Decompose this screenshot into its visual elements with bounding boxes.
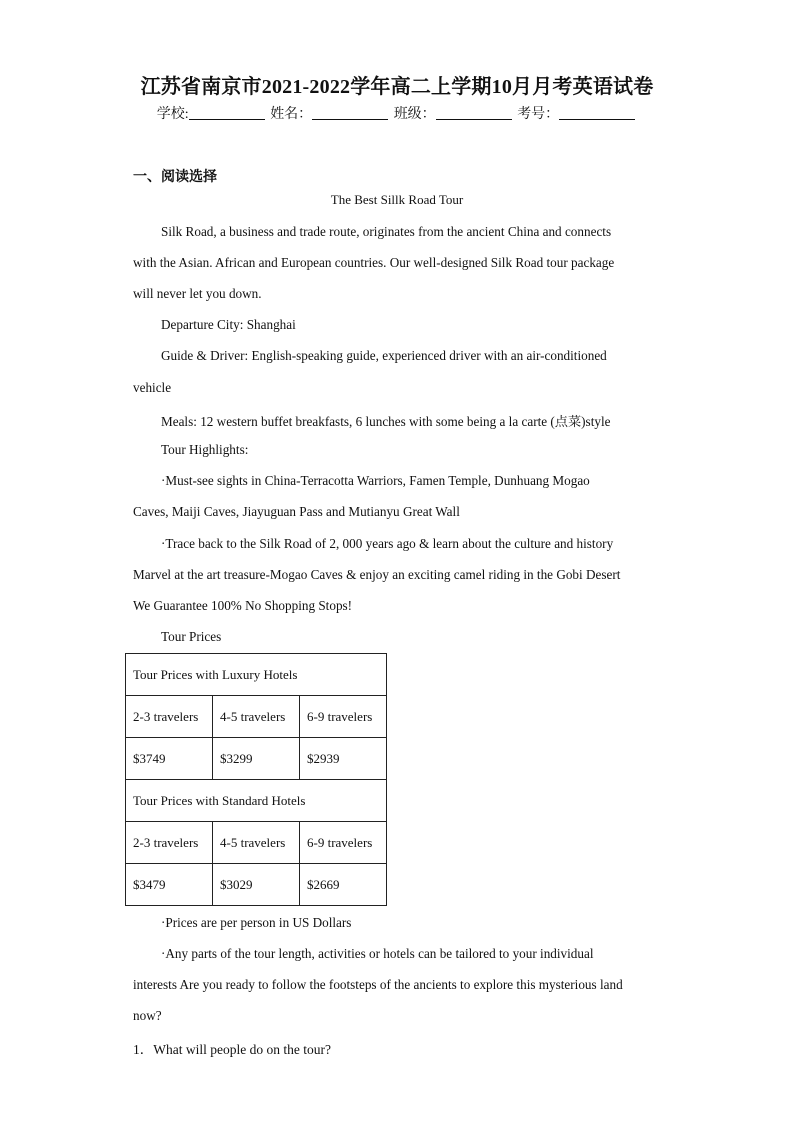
section-heading: 一、阅读选择 bbox=[133, 170, 217, 185]
table-cell: $3479 bbox=[126, 864, 213, 906]
question-1: 1．What will people do on the tour? bbox=[133, 1042, 331, 1057]
name-label: 姓名： bbox=[270, 107, 313, 122]
passage-line: interests Are you ready to follow the footsteps of the ancients to explore this mysterious land bbox=[133, 977, 623, 992]
table-cell: $2669 bbox=[300, 864, 387, 906]
table-row bbox=[126, 864, 387, 906]
table-cell: 2-3 travelers bbox=[126, 696, 213, 738]
passage-line: will never let you down. bbox=[133, 286, 262, 301]
table-cell: $3029 bbox=[213, 864, 300, 906]
passage-line: Tour Highlights: bbox=[161, 442, 249, 457]
class-blank[interactable] bbox=[436, 105, 512, 120]
passage-line: ·Must-see sights in China-Terracotta Warriors, Famen Temple, Dunhuang Mogao bbox=[161, 473, 590, 488]
passage-line: Tour Prices bbox=[161, 629, 222, 644]
standard-hotels-heading: Tour Prices with Standard Hotels bbox=[126, 780, 387, 822]
exam-number-blank[interactable] bbox=[559, 105, 635, 120]
class-label: 班级： bbox=[393, 107, 436, 122]
passage-line: We Guarantee 100% No Shopping Stops! bbox=[133, 598, 353, 613]
passage-line: Guide & Driver: English-speaking guide, experienced driver with an air-conditioned bbox=[161, 348, 607, 363]
table-row bbox=[126, 738, 387, 780]
table-row bbox=[126, 822, 387, 864]
passage-line: ·Any parts of the tour length, activities or hotels can be tailored to your individual bbox=[161, 946, 594, 961]
table-cell: $3299 bbox=[213, 738, 300, 780]
name-blank[interactable] bbox=[312, 105, 388, 120]
table-cell: 2-3 travelers bbox=[126, 822, 213, 864]
passage-line: vehicle bbox=[133, 380, 172, 395]
table-row bbox=[126, 780, 387, 822]
student-info-line bbox=[0, 103, 794, 123]
table-cell: 4-5 travelers bbox=[213, 696, 300, 738]
passage-line: Caves, Maiji Caves, Jiayuguan Pass and Mutianyu Great Wall bbox=[133, 504, 460, 519]
exam-number-label: 考号： bbox=[517, 107, 560, 122]
table-cell: 6-9 travelers bbox=[300, 822, 387, 864]
passage-line: Marvel at the art treasure-Mogao Caves & enjoy an exciting camel riding in the Gobi Desert bbox=[133, 567, 621, 582]
table-cell: $3749 bbox=[126, 738, 213, 780]
passage-line: Silk Road, a business and trade route, originates from the ancient China and connects bbox=[161, 224, 612, 239]
table-cell: 6-9 travelers bbox=[300, 696, 387, 738]
school-blank[interactable] bbox=[189, 105, 265, 120]
table-row bbox=[126, 696, 387, 738]
passage-line: Departure City: Shanghai bbox=[161, 317, 296, 332]
passage-line: now? bbox=[133, 1008, 162, 1023]
table-row bbox=[126, 654, 387, 696]
passage-line: Meals: 12 western buffet breakfasts, 6 lunches with some being a la carte (点菜)style bbox=[161, 414, 611, 429]
luxury-hotels-heading: Tour Prices with Luxury Hotels bbox=[126, 654, 387, 696]
passage-line: ·Trace back to the Silk Road of 2, 000 years ago & learn about the culture and history bbox=[161, 536, 614, 551]
school-label: 学校: bbox=[156, 107, 189, 122]
tour-prices-table bbox=[125, 653, 387, 906]
table-cell: 4-5 travelers bbox=[213, 822, 300, 864]
table-cell: $2939 bbox=[300, 738, 387, 780]
passage-line: ·Prices are per person in US Dollars bbox=[161, 915, 352, 930]
exam-title: 江苏省南京市2021-2022学年高二上学期10月月考英语试卷 bbox=[140, 76, 654, 98]
passage-line: with the Asian. African and European countries. Our well-designed Silk Road tour package bbox=[133, 255, 615, 270]
passage-title: The Best Sillk Road Tour bbox=[330, 192, 464, 207]
